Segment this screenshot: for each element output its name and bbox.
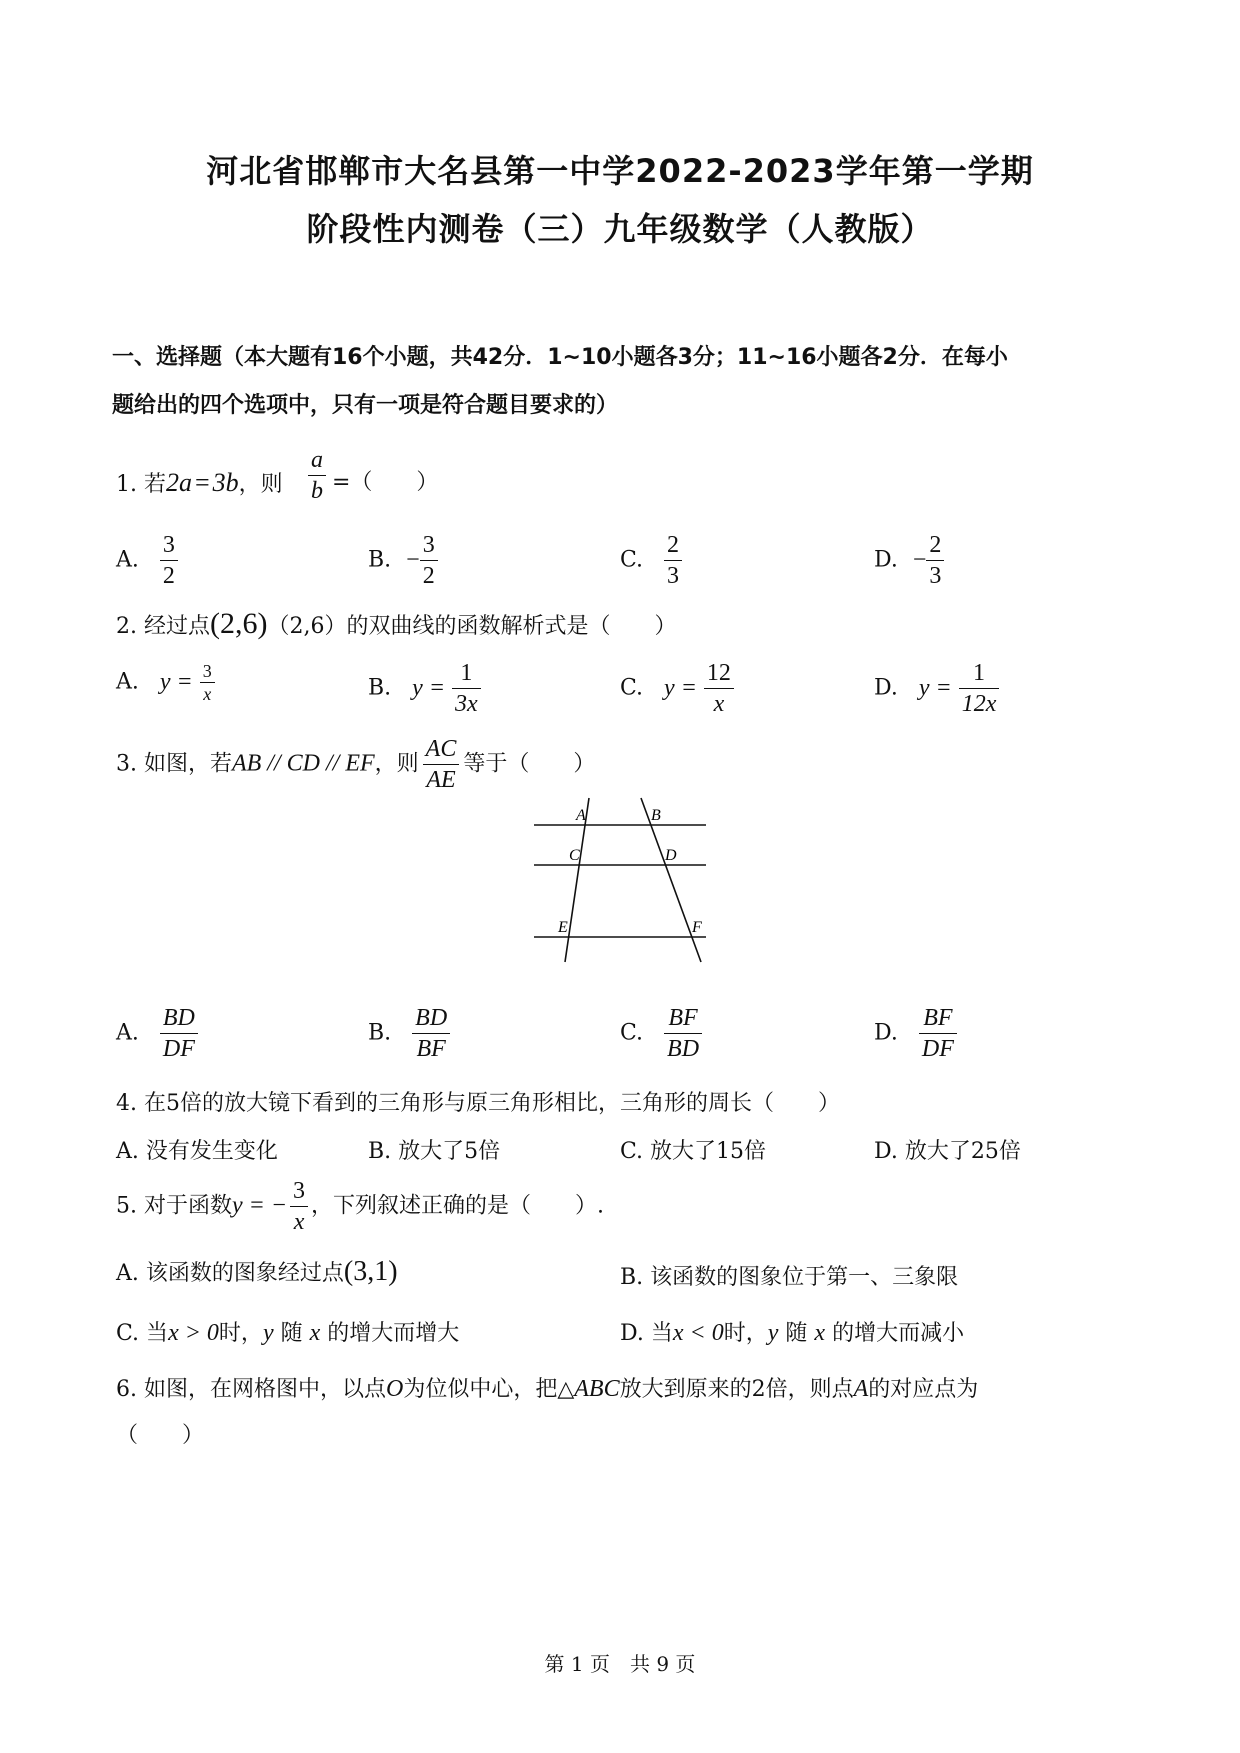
q5-prefix: 5. 对于函数	[116, 1193, 232, 1219]
q1-then: ，则	[238, 472, 283, 497]
frac-den: 3	[667, 563, 680, 589]
q4-option-a[interactable]	[116, 1134, 278, 1165]
option-letter: B.	[368, 1020, 392, 1046]
page-footer: 第 1 页 共 9 页	[544, 1652, 696, 1676]
q3-then: ，则	[374, 751, 419, 777]
frac-num: BD	[412, 1003, 450, 1034]
q1-eq-right: 3b	[212, 468, 239, 497]
frac-den: 3	[929, 563, 942, 589]
label-f: F	[692, 919, 702, 936]
q5-lhs: y = −	[231, 1192, 288, 1219]
option-text: 没有发生变化	[145, 1139, 278, 1164]
option-math: y	[767, 1320, 779, 1346]
q6-text: 放大到原来的2倍，则点	[619, 1377, 854, 1402]
frac-den: DF	[162, 1036, 195, 1062]
q3-option-b[interactable]	[368, 1003, 450, 1064]
q2-point-plain: （2,6）	[267, 614, 347, 639]
option-letter: D.	[874, 1139, 898, 1164]
q1-eq-sign: =	[194, 468, 210, 497]
q3-prefix: 3. 如图，若	[116, 751, 232, 777]
q5-option-d[interactable]	[620, 1316, 964, 1347]
q2-option-c[interactable]	[620, 658, 734, 719]
q4-option-c[interactable]	[620, 1134, 766, 1165]
option-letter: B.	[368, 1139, 392, 1164]
option-letter: B.	[368, 675, 392, 701]
section-heading-line1: 一、选择题（本大题有16个小题，共42分．1~10小题各3分；11~16小题各2分．在每小	[112, 345, 1008, 370]
option-text: 的增大而减小	[832, 1321, 965, 1346]
option-letter: C.	[620, 675, 644, 701]
q1-prefix: 1. 若	[116, 472, 166, 497]
option-text: 时，	[218, 1321, 263, 1346]
q3-option-c[interactable]	[620, 1003, 702, 1064]
option-math: x	[309, 1320, 321, 1346]
frac-den: 2	[162, 563, 175, 589]
q3-frac-den: AE	[426, 767, 456, 793]
option-lhs: y =	[159, 669, 193, 695]
q1-eq-left: 2a	[165, 468, 192, 497]
q4-option-b[interactable]	[368, 1134, 500, 1165]
q3-option-d[interactable]	[874, 1003, 957, 1064]
option-math: x > 0	[168, 1320, 219, 1346]
option-text: 随	[785, 1321, 808, 1346]
option-math: x < 0	[672, 1320, 724, 1346]
q3-frac-num: AC	[423, 734, 460, 765]
option-letter: D.	[874, 675, 898, 701]
option-math: y	[262, 1320, 274, 1346]
q2-option-b[interactable]	[368, 658, 481, 719]
option-letter: D.	[874, 1020, 898, 1046]
q3-figure	[520, 780, 720, 970]
frac-num: 1	[452, 658, 481, 689]
frac-den: x	[713, 691, 725, 717]
frac-num: 2	[926, 530, 944, 561]
option-text: 该函数的图象经过点	[145, 1261, 344, 1286]
frac-num: 1	[959, 658, 1000, 689]
frac-num: 3	[420, 530, 438, 561]
option-lhs: y =	[918, 675, 952, 701]
label-d: D	[665, 847, 677, 864]
q5-tail: ，下列叙述正确的是（ ）.	[311, 1193, 605, 1219]
frac-num: BF	[919, 1003, 957, 1034]
frac-num: 12	[704, 658, 734, 689]
option-lhs: y =	[664, 675, 697, 701]
q6-text: 6. 如图，在网格图中，以点	[116, 1377, 386, 1402]
q5-option-c[interactable]	[116, 1316, 459, 1347]
q2-tail: 的双曲线的函数解析式是（ ）	[346, 614, 677, 639]
q2-point: (2,6)	[209, 607, 268, 640]
page-title-line1: 河北省邯郸市大名县第一中学2022-2023学年第一学期	[206, 152, 1034, 190]
q6-text: 的对应点为	[868, 1377, 979, 1402]
question-1	[116, 468, 283, 500]
q1-option-d[interactable]	[874, 530, 944, 591]
q3-option-a[interactable]	[116, 1003, 198, 1064]
q6-point-a: A	[853, 1376, 869, 1402]
q5-option-b[interactable]	[620, 1260, 958, 1291]
page-title-line2: 阶段性内测卷（三）九年级数学（人教版）	[306, 210, 934, 248]
q3-tail: 等于（ ）	[463, 751, 596, 777]
option-letter: C.	[620, 547, 644, 573]
frac-den: DF	[921, 1036, 954, 1062]
option-letter: A.	[116, 669, 139, 695]
option-text: 随	[280, 1321, 303, 1346]
q1-fraction	[308, 445, 326, 506]
option-letter: B.	[368, 547, 392, 573]
option-letter: C.	[620, 1020, 644, 1046]
option-letter: B.	[620, 1265, 644, 1290]
option-text: 时，	[723, 1321, 768, 1346]
frac-den: x	[203, 684, 212, 704]
frac-num: 3	[200, 660, 215, 683]
option-letter: A.	[116, 547, 139, 573]
label-a: A	[576, 807, 586, 824]
section-heading-line2: 题给出的四个选项中，只有一项是符合题目要求的）	[112, 393, 619, 418]
question-4: 4. 在5倍的放大镜下看到的三角形与原三角形相比，三角形的周长（ ）	[116, 1091, 840, 1116]
q6-point-o: O	[385, 1376, 404, 1402]
q5-option-a[interactable]	[116, 1256, 398, 1288]
label-c: C	[569, 847, 580, 864]
q1-tail: =（ ）	[332, 470, 439, 495]
frac-den: BF	[416, 1036, 446, 1062]
q6-triangle: ABC	[574, 1376, 620, 1402]
option-letter: C.	[620, 1139, 644, 1164]
question-6	[116, 1372, 978, 1403]
option-text: 放大了5倍	[398, 1139, 501, 1164]
frac-den: 2	[422, 563, 435, 589]
q2-option-d[interactable]	[874, 658, 999, 719]
label-e: E	[558, 919, 568, 936]
option-letter: C.	[116, 1321, 140, 1346]
option-text: 当	[146, 1321, 169, 1346]
option-sign: −	[912, 546, 927, 573]
q5-frac-num: 3	[290, 1176, 308, 1207]
q1-option-b[interactable]	[368, 530, 438, 591]
frac-den: 12x	[961, 691, 997, 717]
label-b: B	[651, 807, 661, 824]
option-letter: D.	[620, 1321, 644, 1346]
frac-num: BF	[664, 1003, 702, 1034]
q6-text: 为位似中心，把△	[403, 1377, 575, 1402]
option-letter: A.	[116, 1261, 139, 1286]
frac-num: BD	[160, 1003, 198, 1034]
q5-frac-den: x	[293, 1209, 305, 1235]
option-letter: A.	[116, 1020, 139, 1046]
option-text: 放大了25倍	[904, 1139, 1021, 1164]
frac-num: 2	[664, 530, 682, 561]
q1-frac-den: b	[311, 478, 323, 504]
question-2	[116, 607, 676, 644]
option-lhs: y =	[412, 675, 446, 701]
option-sign: −	[406, 546, 420, 573]
q2-prefix: 2. 经过点	[116, 614, 210, 639]
option-text: 放大了15倍	[650, 1139, 767, 1164]
q1-frac-num: a	[308, 445, 326, 476]
option-text: 当	[650, 1321, 673, 1346]
frac-den: 3x	[455, 691, 478, 717]
q2-option-a[interactable]	[116, 660, 215, 705]
frac-den: BD	[667, 1036, 700, 1062]
option-text: 的增大而增大	[327, 1321, 460, 1346]
option-math: (3,1)	[343, 1256, 398, 1287]
q1-option-a[interactable]	[116, 530, 178, 591]
q1-option-c[interactable]	[620, 530, 682, 591]
option-letter: D.	[874, 547, 898, 573]
question-5	[116, 1176, 604, 1237]
option-text: 该函数的图象位于第一、三象限	[650, 1265, 959, 1290]
frac-num: 3	[160, 530, 178, 561]
q4-option-d[interactable]	[874, 1134, 1021, 1165]
q6-answer-paren: （ ）	[116, 1423, 205, 1448]
option-math: x	[814, 1320, 826, 1346]
option-letter: A.	[116, 1139, 139, 1164]
q3-condition: AB // CD // EF	[231, 750, 375, 777]
